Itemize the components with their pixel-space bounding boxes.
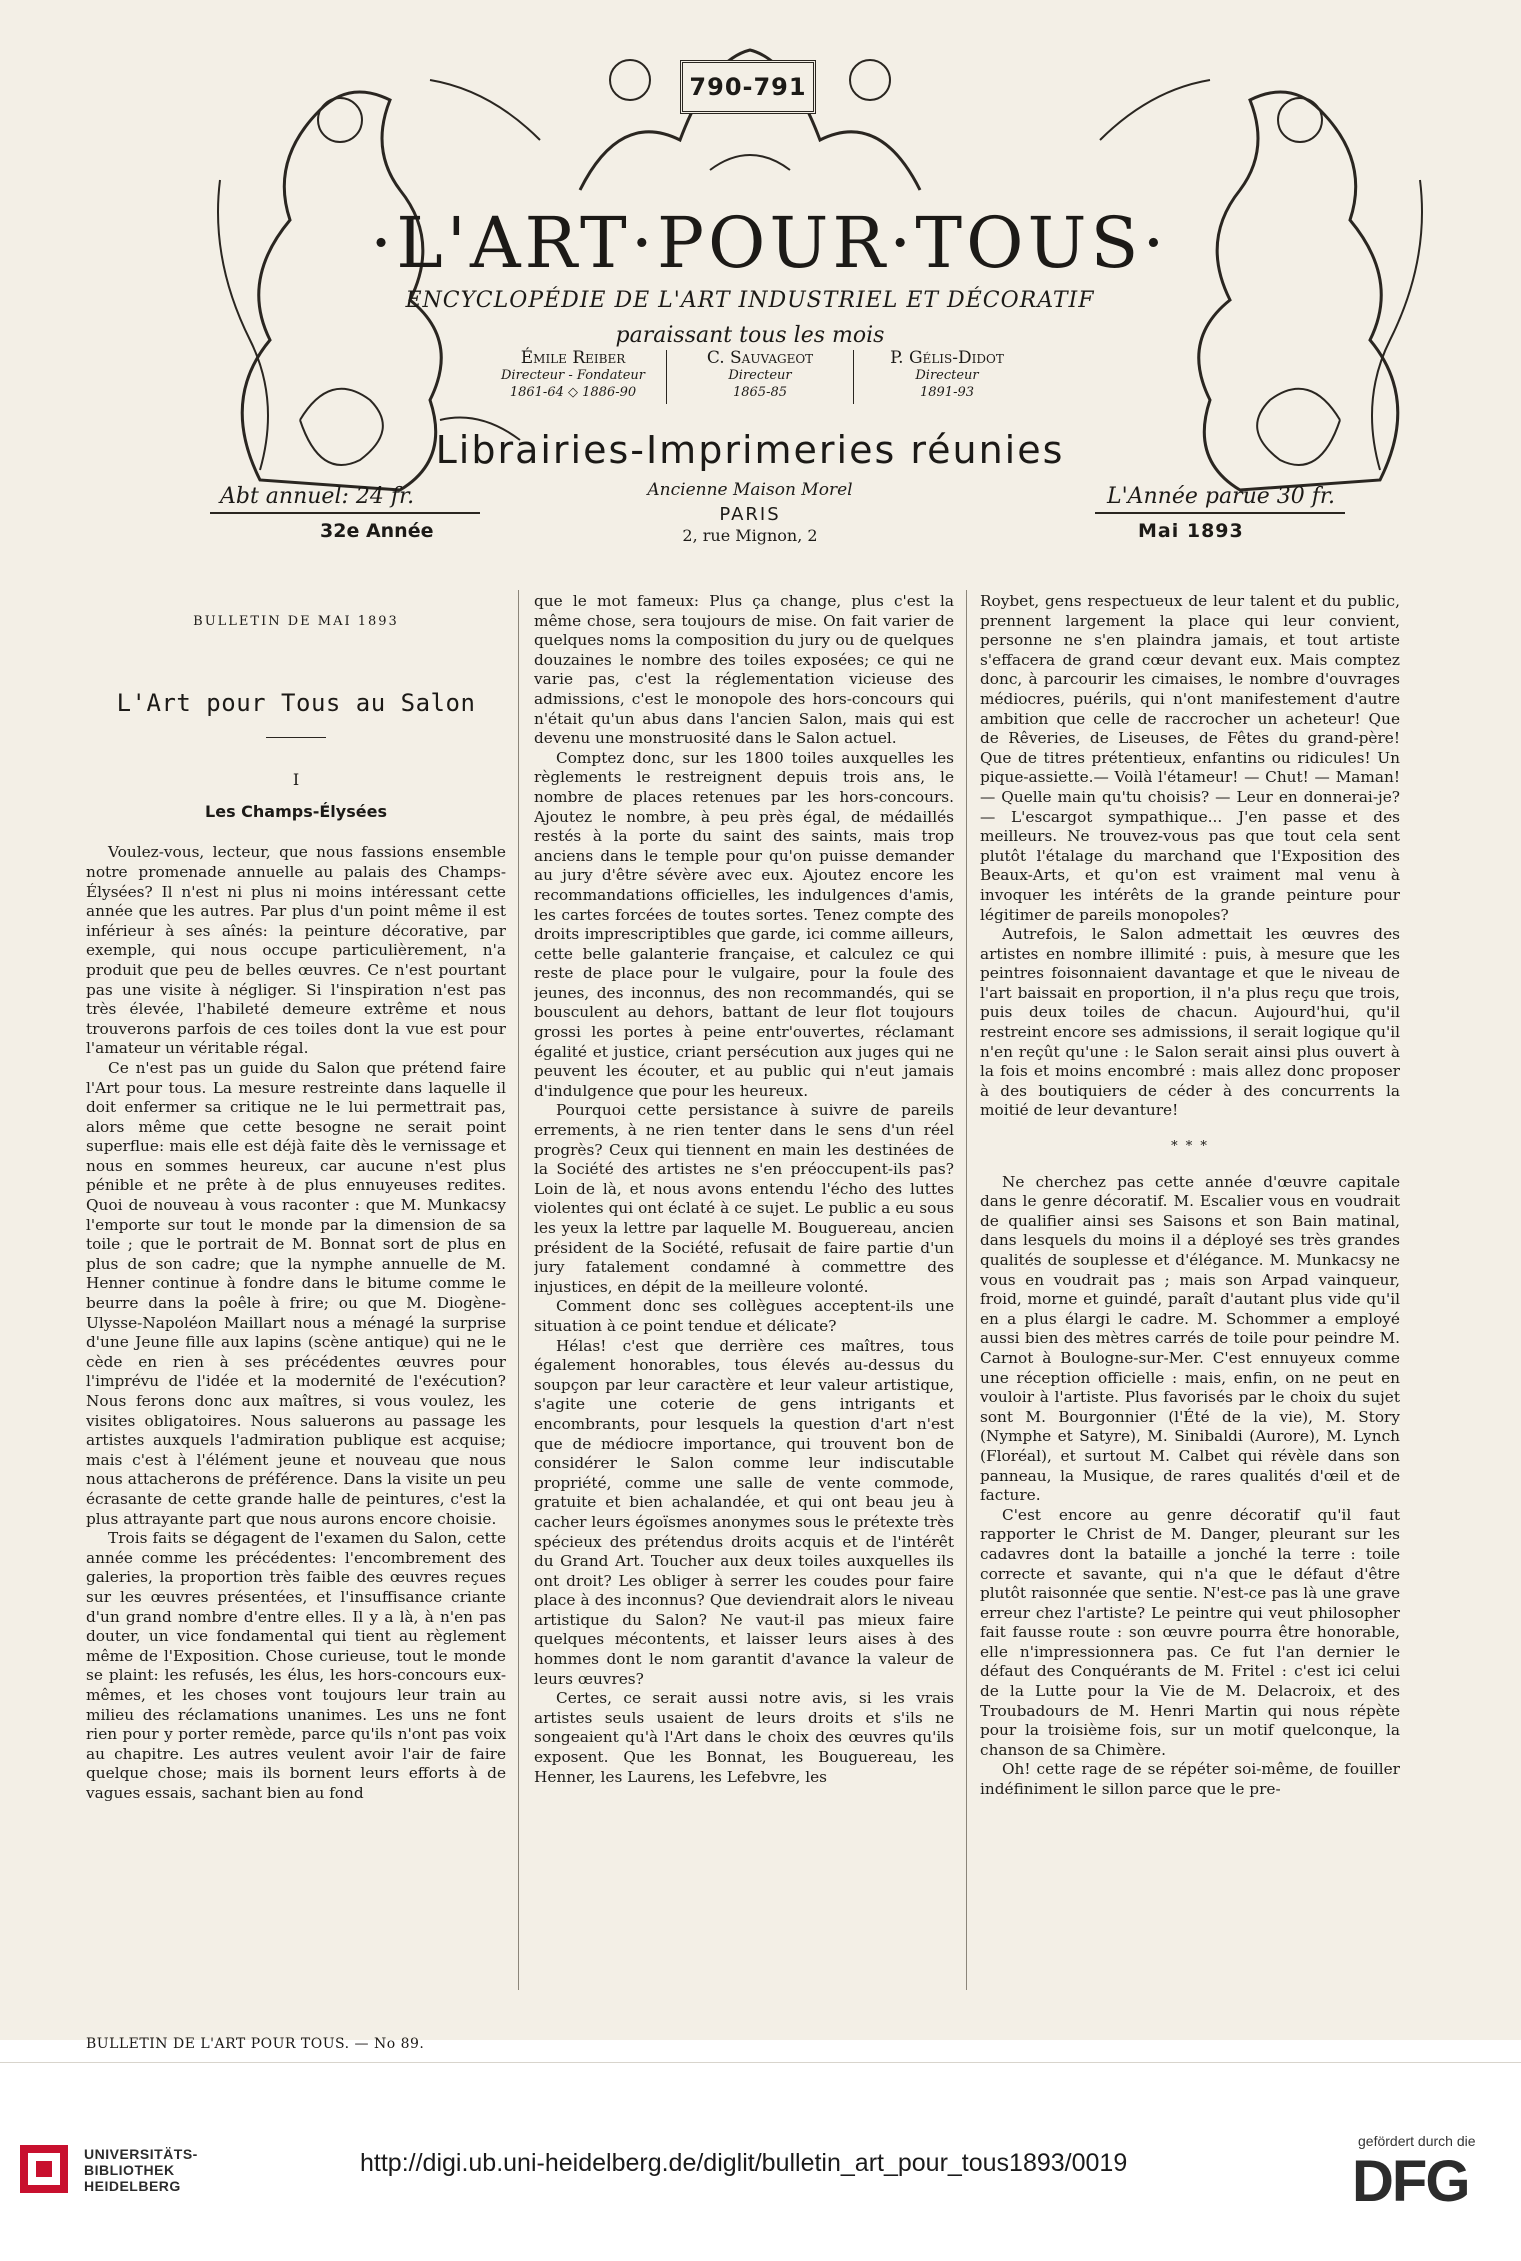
credit-reiber: [480, 350, 667, 404]
paragraph: Pourquoi cette persistance à suivre de pareils errements, à ne rien tenter dans le sens d'un réel progrès? Ceux qui tiennent en main les destinées de la Société des artistes ne s'en préoccupent-ils pas? Loin de là, et nous avons entendu l'écho des luttes violentes qui ont éclaté à ce sujet. Le public a eu sous les yeux la lettre par laquelle M. Bouguereau, ancien président de la Société, refusait de faire partie d'un jury fatalement condamné à commettre des injustices, en dépit de la meilleure volonté.: [534, 1101, 954, 1296]
directors-credits: [480, 350, 1040, 404]
permalink-url[interactable]: http://digi.ub.uni-heidelberg.de/diglit/bulletin_art_pour_tous1893/0019: [360, 2149, 1128, 2177]
section-number: I: [292, 770, 300, 790]
credit-years: 1865-85: [732, 385, 788, 400]
university-library-name[interactable]: [84, 2146, 198, 2194]
column-divider: [966, 590, 967, 1990]
issue-number-box: 790-791: [680, 60, 816, 114]
paragraph: Ce n'est pas un guide du Salon que prétend faire l'Art pour tous. La mesure restreinte dans laquelle il doit enfermer sa critique ne le lui permettrait pas, alors même que cette besogne ne serait point superflue: mais elle est déjà faite dès le vernissage et nous en sommes heureux, car aucune n'est plus pénible et ne prête à de plus ennuyeuses redites. Quoi de nouveau à vous raconter : que M. Munkacsy l'emporte sur tout le monde par la dimension de sa toile ; que le portrait de M. Bonnat sort de plus en plus de son cadre; que la nymphe annuelle de M. Henner continue à fondre dans le bitume comme le beurre dans la poêle à frire; ou que M. Diogène-Ulysse-Napoléon Maillart nous a ménagé la surprise d'une Jeune fille aux lapins (scène antique) qui ne le cède en rien à ses précédentes œuvres pour l'imprévu de l'idée et la modernité de l'exécution? Nous ferons donc aux maîtres, si vous voulez, les visites obligatoires. Nous saluerons au passage les artistes auxquels l'admiration publique est acquise; mais c'est à l'élément jeune et nouveau que nous nous attacherons de préférence. Dans la visite un peu écrasante de cette grande halle de peintures, c'est la plus attrayante part que nous aurons encore choisie.: [86, 1058, 506, 1528]
section-title: Les Champs-Élysées: [205, 801, 387, 821]
bulletin-footer-note: BULLETIN DE L'ART POUR TOUS. — No 89.: [86, 2036, 425, 2052]
university-seal-icon[interactable]: [16, 2141, 72, 2197]
paragraph: Hélas! c'est que derrière ces maîtres, tous également honorables, tous élevés au-dessus du soupçon par leur caractère et leur valeur artistique, s'agite une coterie de gens intrigants et encombrants, pour lesquels la question d'art n'est que de médiocre importance, qui trouvent bon de considérer le Salon comme leur indiscutable propriété, comme une salle de vente commode, gratuite et bien achalandée, et qui ont beau jeu à cacher leurs égoïsmes anonymes sous le prétexte très spécieux des prétendus droits acquis et de l'intérêt du Grand Art. Toucher aux deux toiles auxquelles ils ont droit? Les obliger à serrer les coudes pour faire place à des inconnus? Que deviendrait alors le niveau artistique du Salon? Ne vaut-il pas mieux faire quelques mécontents, et laisser leurs aises à des hommes dont le nom garantit d'avance la valeur de leurs œuvres?: [534, 1336, 954, 1688]
university-name-line: BIBLIOTHEK: [84, 2162, 175, 2178]
past-year-price-ribbon: L'Année parue 30 fr.: [1095, 482, 1345, 514]
column-divider: [518, 590, 519, 1990]
bulletin-heading: BULLETIN DE MAI 1893: [193, 614, 399, 629]
paragraph: Oh! cette rage de se répéter soi-même, de fouiller indéfiniment le sillon parce que le pre-: [980, 1760, 1400, 1799]
journal-subtitle: ENCYCLOPÉDIE DE L'ART INDUSTRIEL ET DÉCORATIF: [405, 288, 1095, 313]
title-rule: [266, 737, 326, 738]
publisher-city: PARIS: [719, 504, 781, 525]
credit-gelis-didot: [854, 350, 1040, 404]
university-name-line: HEIDELBERG: [84, 2178, 181, 2194]
paragraph: Roybet, gens respectueux de leur talent et du public, prennent largement la place qui leur convient, personne ne s'en plaindra jamais, et tout artiste s'effacera de grand cœur devant eux. Mais comptez donc, à parcourir les cimaises, le nombre d'ouvrages médiocres, puérils, qui n'ont manifestement d'autre ambition que celle de raccrocher un acheteur! Que de Rêveries, de Liseuses, de Fêtes du grand-père! Que de titres prétentieux, enfantins ou ridicules! Un pique-assiette.— Voilà l'étameur! — Chut! — Maman! — Quelle main qu'tu choisis? — Leur en donnerai-je? — L'escargot sympathique... J'en passe et des meilleurs. Ne trouvez-vous pas que tout cela sent plutôt l'étalage du marchand que l'Exposition des Beaux-Arts, et qu'on est vraiment mal venu à invoquer les intérêts de la grande peinture pour légitimer de pareils monopoles?: [980, 592, 1400, 924]
credit-name: P. Gélis-Didot: [890, 348, 1004, 368]
asterism-separator: * * *: [1171, 1139, 1209, 1155]
paragraph: Comptez donc, sur les 1800 toiles auxquelles les règlements le restreignent depuis trois ans, le nombre de places retenues par les hors-concours. Ajoutez le nombre, à peu près égal, de médaillés restés à la porte du saint des saints, mais trop anciens dans le temple pour qu'on puisse demander au jury d'être sévère avec eux. Ajoutez encore les recommandations officielles, les indulgences d'amis, les cartes forcées de toutes sortes. Tenez compte des droits imprescriptibles que garde, ici comme ailleurs, cette belle galanterie française, et calculez ce qui reste de place pour le vulgaire, pour la foule des jeunes, des inconnus, des non recommandés, qui se bousculent au dehors, battant de leur flot toujours grossi les portes à peine entr'ouvertes, réclamant égalité et justice, criant persécution aux juges qui ne peuvent les écouter, et au public qui n'eut jamais d'indulgence que pour les heureux.: [534, 748, 954, 1100]
publisher-name: Librairies-Imprimeries réunies: [435, 428, 1065, 472]
text-column-3: [980, 592, 1400, 2012]
publisher-address: 2, rue Mignon, 2: [682, 526, 818, 545]
credit-role: Directeur - Fondateur: [500, 368, 645, 383]
credit-name: Émile Reiber: [520, 348, 626, 368]
text-column-1: [86, 588, 506, 2008]
text-column-2: [534, 592, 954, 2012]
paragraph: Certes, ce serait aussi notre avis, si les vrais artistes seuls usaient de leurs droits et s'ils ne songeaient qu'à l'Art dans le choix des œuvres qu'ils exposent. Que les Bonnat, les Bouguereau, les Henner, les Laurens, les Lefebvre, les: [534, 1689, 954, 1786]
university-name-line: UNIVERSITÄTS-: [84, 2146, 198, 2162]
volume-year: 32e Année: [320, 520, 434, 542]
paragraph: Comment donc ses collègues acceptent-ils une situation à ce point tendue et délicate?: [534, 1297, 954, 1335]
paragraph: Autrefois, le Salon admettait les œuvres des artistes en nombre illimité : puis, à mesure que les peintres foisonnaient davantage et que le niveau de l'art baissait en proportion, il n'a plus reçu que trois, puis deux toiles de chacun. Aujourd'hui, qu'il restreint encore ses admissions, il serait logique qu'il n'en reçût qu'une : le Salon serait ainsi plus ouvert à la fois et moins encombré : mais allez donc proposer à des boutiquiers de céder à des concurrents la moitié de leur devanture!: [980, 925, 1400, 1120]
dfg-logo[interactable]: DFG: [1352, 2149, 1469, 2214]
credit-role: Directeur: [728, 368, 792, 383]
paragraph: C'est encore au genre décoratif qu'il faut rapporter le Christ de M. Danger, pleurant sur les cadavres dont la bataille a jonché la terre : toile correcte et savante, qui n'a que le défaut d'être plutôt raisonnée que sentie. N'est-ce pas là une grave erreur chez l'artiste? Le peintre qui veut philosopher fait fausse route : son œuvre pourra être honorable, elle n'impressionnera pas. Ce fut l'an dernier le défaut des Conquérants de M. Fritel : c'est ici celui de la Lutte pour la Vie de M. Delacroix, et des Troubadours de M. Henri Martin qui nous répète pour la troisième fois, sur un motif quelconque, la chanson de sa Chimère.: [980, 1505, 1400, 1759]
article-title: L'Art pour Tous au Salon: [116, 688, 476, 717]
credit-role: Directeur: [915, 368, 979, 383]
former-house: Ancienne Maison Morel: [647, 480, 853, 500]
credit-sauvageot: [667, 350, 854, 404]
credit-name: C. Sauvageot: [706, 348, 814, 368]
paragraph: Trois faits se dégagent de l'examen du Salon, cette année comme les précédentes: l'encombrement des galeries, la proportion très faible des œuvres reçues sur les œuvres présentées, et l'insuffisance criante d'un grand nombre d'entre elles. Il y a là, à n'en pas douter, un vice fondamental qui tient au règlement même de l'Exposition. Chose curieuse, tout le monde se plaint: les refusés, les élus, les hors-concours eux-mêmes, et les choses vont toujours leur train au milieu des réclamations unanimes. Les uns ne font rien pour y porter remède, parce qu'ils n'ont pas voix au chapitre. Les autres veulent avoir l'air de faire quelque chose; mais ils bornent leurs efforts à de vagues essais, sachant bien au fond: [86, 1529, 506, 1802]
paragraph: que le mot fameux: Plus ça change, plus c'est la même chose, sera toujours de mise. On fait varier de quelques noms la composition du jury ou de quelques douzaines le nombre des toiles exposées; ce qui ne varie pas, c'est la réglementation vicieuse des admissions, c'est le monopole des hors-concours qui n'était qu'un abus dans l'ancien Salon, mais qui est devenu une monstruosité dans le Salon actuel.: [534, 592, 954, 748]
journal-title: ·L'ART·POUR·TOUS·: [370, 202, 1169, 284]
publication-frequency: paraissant tous les mois: [615, 323, 885, 348]
subscription-ribbon: Abt annuel: 24 fr.: [210, 482, 480, 514]
credit-years: 1861-64 ◇ 1886-90: [509, 385, 637, 400]
library-footer-bar: [0, 2063, 1521, 2261]
funded-by-label: gefördert durch die: [1358, 2133, 1476, 2149]
paragraph: Ne cherchez pas cette année d'œuvre capitale dans le genre décoratif. M. Escalier vous en voudrait de qualifier ainsi ses Saisons et son Bain matinal, dans lesquels du moins il a déployé ses très grandes qualités de souplesse et d'élégance. M. Munkacsy ne vous en voudrait pas ; mais son Arpad vainqueur, froid, morne et guindé, paraît d'autant plus vide qu'il en a plus élargi le cadre. M. Schommer a employé aussi bien des mètres carrés de toile pour peindre M. Carnot à Boulogne-sur-Mer. C'est ennuyeux comme une réception officielle : mais, enfin, on ne peut en vouloir à l'artiste. Plus favorisés par le choix du sujet sont M. Bourgonnier (l'Été de la vie), M. Story (Nymphe et Satyre), M. Sinibaldi (Aurore), M. Lynch (Floréal), et surtout M. Calbet qui révèle dans son panneau, la Musique, de rares qualités d'œil et de facture.: [980, 1172, 1400, 1505]
credit-years: 1891-93: [919, 385, 975, 400]
issue-date: Mai 1893: [1138, 520, 1244, 542]
paragraph: Voulez-vous, lecteur, que nous fassions ensemble notre promenade annuelle au palais des Champs-Élysées? Il n'est ni plus ni moins intéressant cette année que les autres. Par plus d'un point même il est inférieur à ses aînés: la peinture décorative, par exemple, qui nous occupe particulièrement, n'a produit que peu de belles œuvres. Ce n'est pourtant pas une visite à négliger. Si l'inspiration n'est pas très élevée, l'habileté demeure extrême et nous trouverons parfois de ces toiles dont la vue est pour l'amateur un véritable régal.: [86, 843, 506, 1058]
